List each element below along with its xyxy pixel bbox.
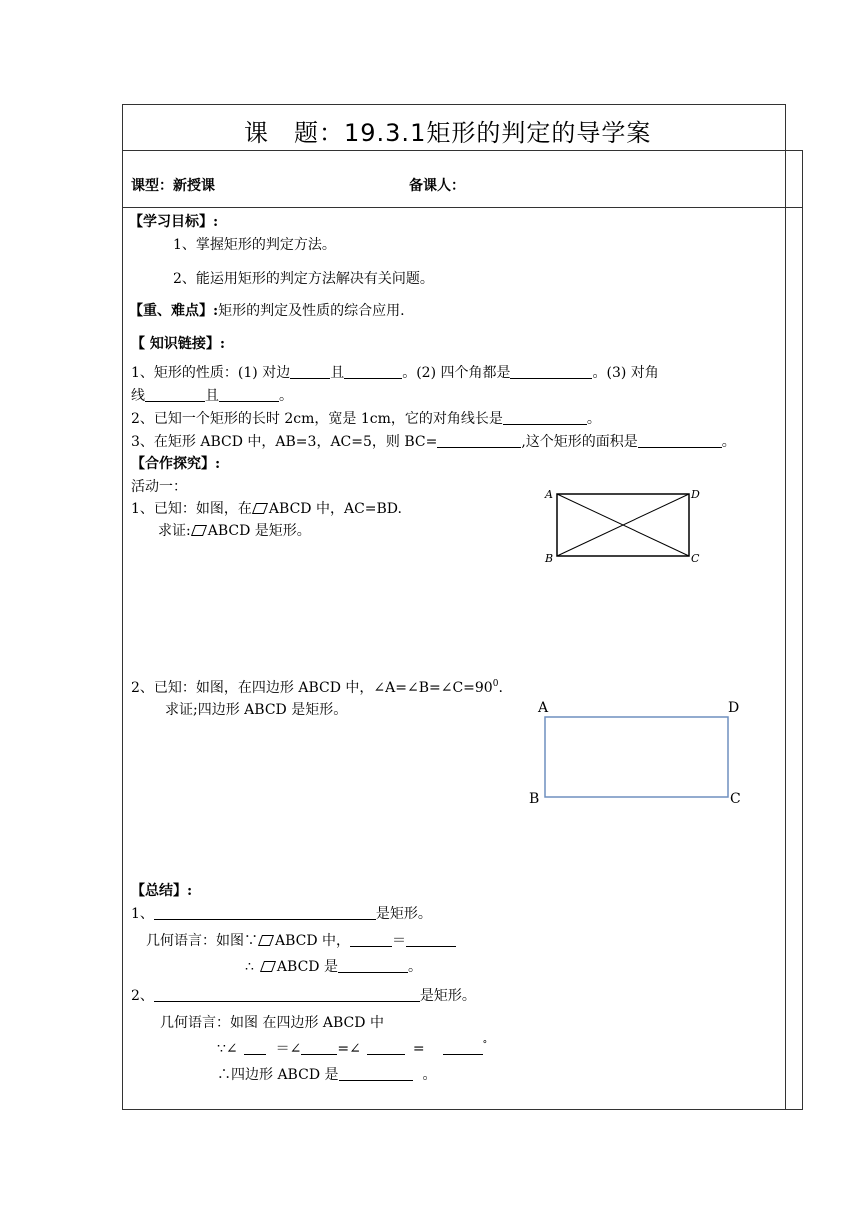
s2-text-a: 2、 (131, 988, 154, 1004)
blank[interactable] (290, 364, 330, 379)
blank[interactable] (503, 410, 587, 425)
activity-label: 活动一： (131, 479, 187, 495)
knowledge-q2 (131, 408, 601, 428)
parallelogram-icon (191, 525, 207, 536)
summary-1-therefore (245, 956, 422, 976)
knowledge-heading: 【 知识链接】: (131, 336, 226, 352)
q1-text-g: 。 (279, 388, 293, 404)
blank[interactable] (437, 433, 521, 448)
table-inner-right-border (785, 104, 786, 1110)
blank[interactable] (301, 1040, 337, 1055)
q3-text-a: 3、在矩形 ABCD 中，AB=3，AC=5，则 BC= (131, 434, 438, 450)
p1-text-b: ABCD 中，AC=BD. (268, 501, 402, 517)
key-points (129, 300, 405, 320)
p1-text-d: ABCD 是矩形。 (207, 523, 311, 539)
blank[interactable] (145, 387, 205, 402)
summary-2 (131, 985, 476, 1005)
summary-1 (131, 903, 432, 923)
fig1-label-d: D (691, 488, 700, 501)
blank[interactable] (406, 932, 456, 947)
summary-2-because (217, 1038, 487, 1058)
s2-because-d: = (412, 1041, 425, 1057)
s2-because-b: ＝∠ (275, 1041, 302, 1057)
q2-text-a: 2、已知一个矩形的长时 2cm，宽是 1cm，它的对角线长是 (131, 411, 503, 427)
q1-text-c: 。(2) 四个角都是 (402, 365, 511, 381)
info-row-divider (122, 207, 802, 208)
goal-item-2: 2、能运用矩形的判定方法解决有关问题。 (173, 271, 434, 287)
blank[interactable] (339, 1066, 413, 1081)
fig2-label-a: A (538, 700, 549, 716)
q1-text-a: 1、矩形的性质：(1) 对边 (131, 365, 291, 381)
s1-text-b: 是矩形。 (375, 906, 432, 922)
blank[interactable] (367, 1040, 405, 1055)
blank[interactable] (350, 932, 392, 947)
summary-2-therefore (217, 1064, 437, 1084)
p2-text-a: 2、已知：如图，在四边形 ABCD 中，∠A=∠B=∠C=90 (131, 680, 493, 696)
p1-text-a: 1、已知：如图，在 (131, 501, 252, 517)
p2-text-b: . (498, 680, 503, 696)
figure2-rectangle (525, 697, 750, 812)
blank[interactable] (154, 905, 376, 920)
p2-degree: 0 (492, 679, 499, 689)
q3-text-b: ,这个矩形的面积是 (521, 434, 638, 450)
problem2-given (131, 677, 503, 697)
problem1-given (131, 498, 402, 518)
knowledge-q3 (131, 431, 736, 451)
s2-text-b: 是矩形。 (419, 988, 476, 1004)
s2-because-e: ° (482, 1040, 488, 1050)
s1-text-a: 1、 (131, 906, 154, 922)
table-bottom-border (122, 1109, 802, 1110)
q1-text-b: 且 (330, 365, 345, 381)
s2-therefore-b: 。 (422, 1067, 437, 1083)
s1-therefore-c: 。 (407, 959, 422, 975)
fig2-label-c: C (730, 791, 741, 807)
fig1-label-b: B (545, 552, 554, 565)
s2-therefore-a: ∴四边形 ABCD 是 (217, 1067, 339, 1083)
preparer-label: 备课人： (409, 178, 465, 194)
problem2-prove: 求证;四边形 ABCD 是矩形。 (165, 702, 348, 718)
s1-therefore-b: ABCD 是 (276, 959, 338, 975)
q1-text-d: 。(3) 对角 (592, 365, 659, 381)
blank[interactable] (638, 433, 722, 448)
p1-text-c: 求证: (158, 523, 191, 539)
lesson-type: 课型：新授课 (131, 178, 215, 194)
blank[interactable] (510, 364, 592, 379)
fig1-label-c: C (691, 552, 700, 565)
parallelogram-icon (252, 503, 268, 514)
s2-because-c: =∠ (337, 1041, 361, 1057)
summary-1-geometry (146, 930, 456, 950)
goals-heading: 【学习目标】: (129, 214, 219, 230)
q2-text-b: 。 (586, 411, 601, 427)
blank[interactable] (344, 364, 402, 379)
key-points-label: 【重、难点】: (129, 303, 219, 319)
s1-geo-c: ＝ (392, 933, 407, 949)
blank[interactable] (219, 387, 279, 402)
knowledge-q1-line1 (131, 362, 659, 382)
table-outer-right-border (802, 150, 803, 1110)
goal-item-1: 1、掌握矩形的判定方法。 (173, 237, 336, 253)
q3-text-c: 。 (721, 434, 736, 450)
title-row-divider (122, 150, 802, 151)
s1-geo-a: 几何语言：如图∵ (146, 933, 258, 949)
figure1-rectangle-diagonals (540, 484, 710, 570)
explore-heading: 【合作探究】: (131, 456, 221, 472)
fig1-label-a: A (545, 488, 553, 501)
s1-geo-b: ABCD 中， (275, 933, 351, 949)
s2-because-a: ∵∠ (217, 1041, 238, 1057)
problem1-prove (158, 520, 311, 540)
knowledge-q1-line2 (131, 385, 293, 405)
fig2-label-b: B (529, 791, 540, 807)
parallelogram-icon (260, 961, 276, 972)
blank[interactable] (443, 1040, 483, 1055)
q1-text-f: 且 (205, 388, 219, 404)
blank[interactable] (244, 1040, 266, 1055)
table-left-border (122, 104, 123, 1110)
key-points-text: 矩形的判定及性质的综合应用. (218, 303, 405, 319)
parallelogram-icon (258, 935, 274, 946)
q1-text-e: 线 (131, 388, 145, 404)
table-top-border (122, 104, 785, 105)
blank[interactable] (338, 958, 408, 973)
summary-heading: 【总结】: (131, 883, 193, 899)
fig2-label-d: D (728, 700, 740, 716)
s1-therefore-a: ∴ (245, 959, 254, 975)
page-title: 课 题：19.3.1矩形的判定的导学案 (244, 119, 652, 147)
summary-2-geometry: 几何语言：如图 在四边形 ABCD 中 (160, 1015, 384, 1031)
blank[interactable] (154, 987, 420, 1002)
